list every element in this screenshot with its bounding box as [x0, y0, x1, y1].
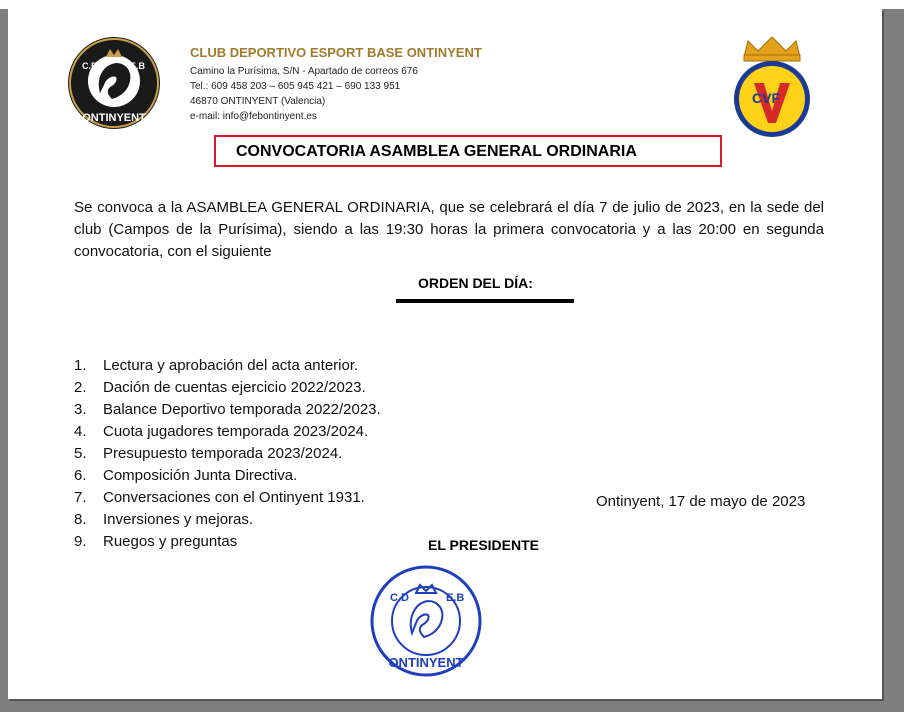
signature-label: EL PRESIDENTE	[428, 537, 539, 553]
order-heading-rule	[396, 299, 574, 303]
agenda-item-number: 1.	[74, 357, 87, 374]
agenda-item	[74, 355, 381, 377]
page-top-strip	[0, 0, 904, 9]
stamp-top-text: C.D	[390, 592, 409, 604]
agenda-item	[74, 443, 381, 465]
agenda-item-text: Composición Junta Directiva.	[103, 467, 298, 484]
crest-letters: CVF	[752, 90, 780, 106]
agenda-item-number: 9.	[74, 533, 87, 550]
agenda-item-text: Cuota jugadores temporada 2023/2024.	[103, 423, 369, 440]
agenda-item	[74, 465, 381, 487]
club-address: Camino la Purísima, S/N - Apartado de correos 676	[190, 66, 418, 77]
stamp-bottom-text: ONTINYENT	[388, 655, 464, 670]
villarreal-crest-icon	[726, 31, 818, 141]
title-box	[214, 135, 722, 167]
agenda-item-number: 5.	[74, 445, 87, 462]
intro-paragraph: Se convoca a la ASAMBLEA GENERAL ORDINARIA, que se celebrará el día 7 de julio de 2023, en la sede del club (Campos de la Purísima), siendo a las 19:30 horas la primera convocatoria y a las 20:00 en segunda convocatoria, con el siguiente	[74, 199, 824, 260]
agenda-item-text: Ruegos y preguntas	[103, 533, 238, 550]
club-name: CLUB DEPORTIVO ESPORT BASE ONTINYENT	[190, 45, 482, 60]
club-city: 46870 ONTINYENT (Valencia)	[190, 96, 326, 107]
agenda-item-text: Dación de cuentas ejercicio 2022/2023.	[103, 379, 366, 396]
agenda-item	[74, 509, 381, 531]
agenda-item-number: 3.	[74, 401, 87, 418]
agenda-item	[74, 421, 381, 443]
agenda-item-text: Lectura y aprobación del acta anterior.	[103, 357, 359, 374]
lion-crest-icon	[66, 35, 162, 131]
logo-left-bottom-text: ONTINYENT	[82, 112, 146, 124]
logo-left-top-text: C.D	[82, 61, 98, 71]
agenda-item-text: Balance Deportivo temporada 2022/2023.	[103, 401, 381, 418]
logo-left-top-text-right: E.B	[130, 61, 146, 71]
agenda-item-number: 6.	[74, 467, 87, 484]
club-header	[190, 45, 482, 124]
agenda-item	[74, 531, 381, 553]
order-heading: ORDEN DEL DÍA:	[418, 275, 533, 291]
place-date: Ontinyent, 17 de mayo de 2023	[596, 493, 806, 510]
agenda-item-text: Conversaciones con el Ontinyent 1931.	[103, 489, 365, 506]
agenda-item-number: 2.	[74, 379, 87, 396]
document-page	[8, 9, 882, 699]
agenda-item	[74, 399, 381, 421]
agenda-item-text: Presupuesto temporada 2023/2024.	[103, 445, 343, 462]
agenda-item-number: 7.	[74, 489, 87, 506]
document-title: CONVOCATORIA ASAMBLEA GENERAL ORDINARIA	[236, 143, 637, 160]
club-phone: Tel.: 609 458 203 – 605 945 421 – 690 133 951	[190, 81, 401, 92]
club-email: e-mail: info@febontinyent.es	[190, 111, 317, 122]
agenda-item-number: 8.	[74, 511, 87, 528]
agenda-item	[74, 487, 381, 509]
agenda-item	[74, 377, 381, 399]
agenda-item-text: Inversiones y mejoras.	[103, 511, 254, 528]
club-stamp-icon	[368, 563, 484, 679]
agenda-list	[74, 355, 381, 553]
stamp-top-text-right: E.B	[446, 592, 465, 604]
agenda-item-number: 4.	[74, 423, 87, 440]
